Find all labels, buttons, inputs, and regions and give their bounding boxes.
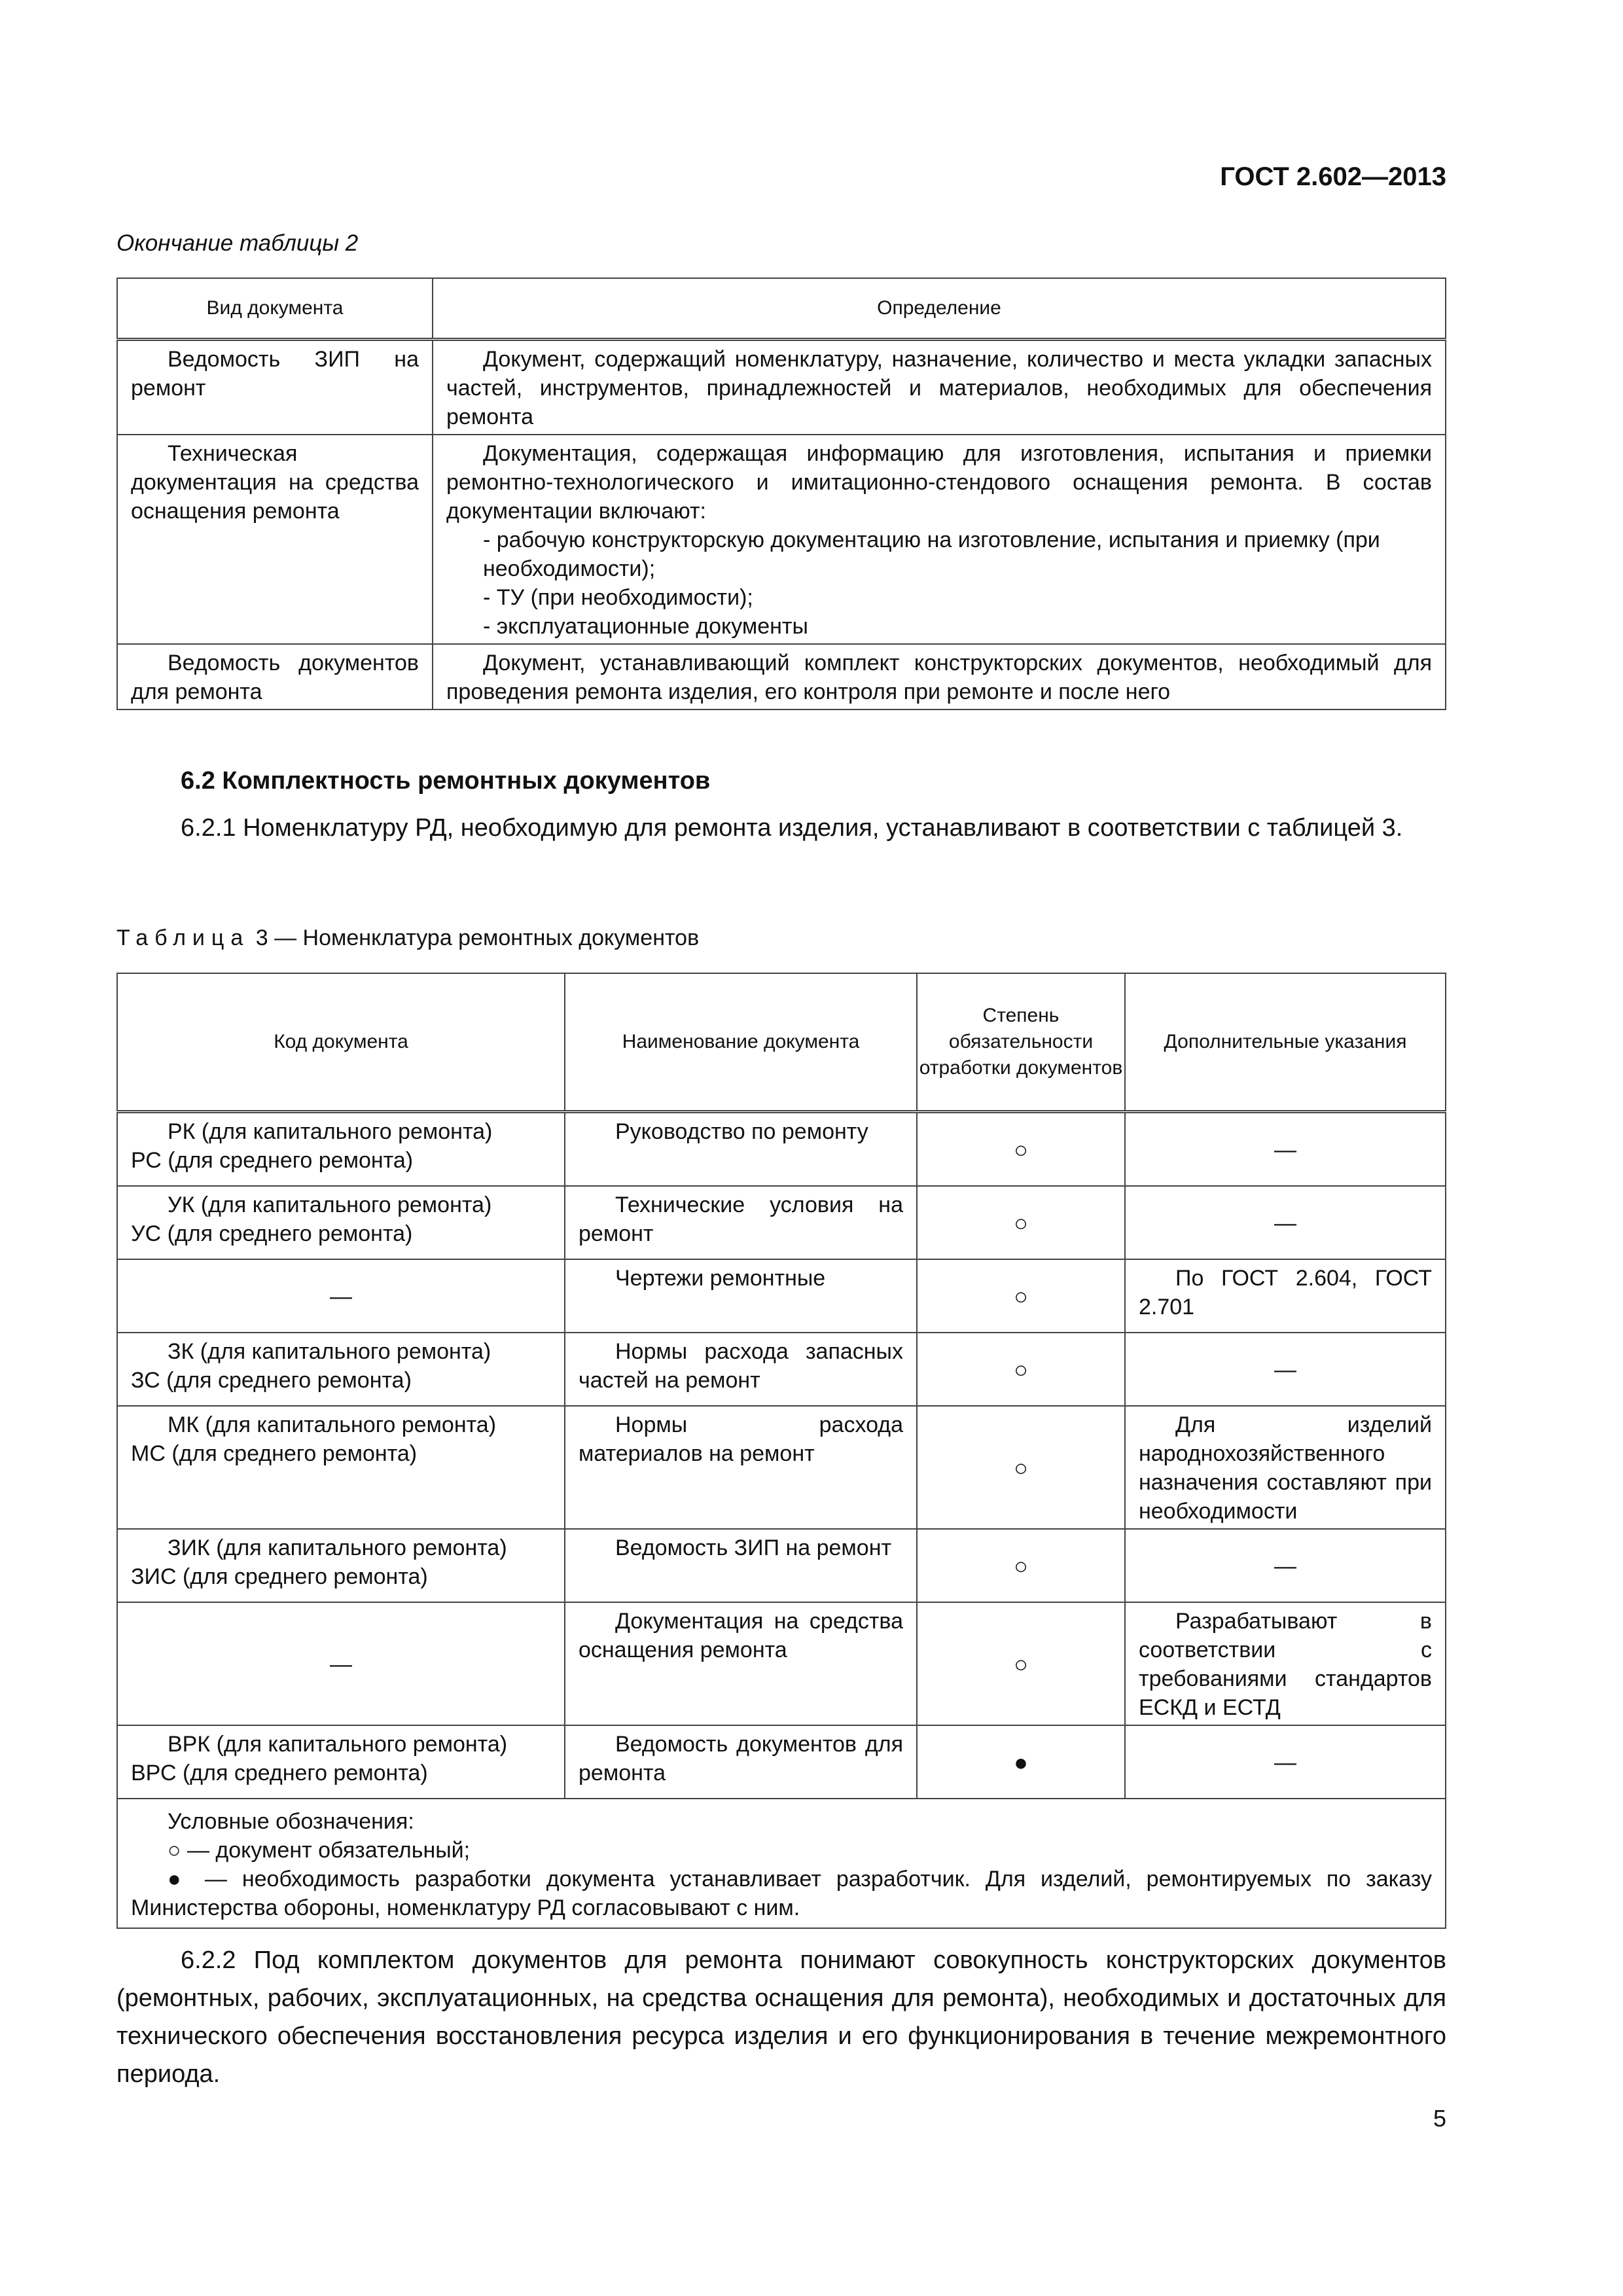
degree-cell: ○ <box>917 1186 1125 1259</box>
notes-cell: — <box>1125 1529 1446 1602</box>
doc-type-cell: Ведомость ЗИП на ремонт <box>117 340 433 435</box>
header-definition: Определение <box>433 278 1446 340</box>
table-row <box>117 435 1446 644</box>
table-row <box>117 1259 1446 1333</box>
table-row <box>117 644 1446 709</box>
table-row <box>117 340 1446 435</box>
header-degree: Степень обязательности отработки документов <box>917 973 1125 1112</box>
name-cell: Чертежи ремонтные <box>565 1259 917 1333</box>
definition-list-item: - эксплуатационные документы <box>483 614 808 639</box>
degree-cell: ○ <box>917 1112 1125 1187</box>
notes-cell: Для изделий народнохозяйственного назначения составляют при необходимости <box>1125 1406 1446 1529</box>
degree-cell: ○ <box>917 1333 1125 1406</box>
degree-cell: ○ <box>917 1529 1125 1602</box>
notes-cell: — <box>1125 1333 1446 1406</box>
degree-cell: ○ <box>917 1259 1125 1333</box>
name-cell: Нормы расхода материалов на ремонт <box>565 1406 917 1529</box>
table-2-end <box>116 278 1446 710</box>
table-row <box>117 1333 1446 1406</box>
header-notes: Дополнительные указания <box>1125 973 1446 1112</box>
degree-cell: ● <box>917 1725 1125 1799</box>
definition-cell <box>433 435 1446 644</box>
definition-list-item: - рабочую конструкторскую документацию на изготовление, испытания и приемку (при необходимости); <box>483 528 1380 581</box>
definition-cell: Документ, устанавливающий комплект конструкторских документов, необходимый для проведения ремонта изделия, его контроля при ремонте и после него <box>433 644 1446 709</box>
name-cell: Документация на средства оснащения ремонта <box>565 1602 917 1725</box>
doc-type-cell: Ведомость документов для ремонта <box>117 644 433 709</box>
header-doc-type: Вид документа <box>117 278 433 340</box>
table-row <box>117 1725 1446 1799</box>
legend-title: Условные обозначения: <box>168 1809 414 1834</box>
table-row <box>117 1406 1446 1529</box>
table3-caption <box>116 925 699 951</box>
table-header-row <box>117 278 1446 340</box>
table-header-row <box>117 973 1446 1112</box>
definition-text: Документация, содержащая информацию для изготовления, испытания и приемки ремонтно-технологического и имитационно-стендового оснащения ремонта. В состав документации включают: <box>446 441 1432 524</box>
doc-type-cell: Техническая документация на средства оснащения ремонта <box>117 435 433 644</box>
name-cell: Нормы расхода запасных частей на ремонт <box>565 1333 917 1406</box>
name-cell: Руководство по ремонту <box>565 1112 917 1187</box>
degree-cell: ○ <box>917 1602 1125 1725</box>
code-cell: ВРК (для капитального ремонта) ВРС (для среднего ремонта) <box>117 1725 565 1799</box>
table3-caption-text: 3 — Номенклатура ремонтных документов <box>249 925 700 950</box>
legend-open-circle: ○ — документ обязательный; <box>168 1838 471 1863</box>
table2-continuation-caption: Окончание таблицы 2 <box>116 230 359 256</box>
code-cell: ЗИК (для капитального ремонта) ЗИС (для среднего ремонта) <box>117 1529 565 1602</box>
paragraph-6-2-1: 6.2.1 Номенклатуру РД, необходимую для ремонта изделия, устанавливают в соответствии с таблицей 3. <box>181 814 1403 842</box>
header-code: Код документа <box>117 973 565 1112</box>
table-row <box>117 1112 1446 1187</box>
name-cell: Ведомость ЗИП на ремонт <box>565 1529 917 1602</box>
code-cell: РК (для капитального ремонта) РС (для среднего ремонта) <box>117 1112 565 1187</box>
name-cell: Ведомость документов для ремонта <box>565 1725 917 1799</box>
page-number: 5 <box>1433 2105 1446 2132</box>
code-cell: МК (для капитального ремонта) МС (для среднего ремонта) <box>117 1406 565 1529</box>
notes-cell: — <box>1125 1725 1446 1799</box>
table-row <box>117 1186 1446 1259</box>
definition-cell: Документ, содержащий номенклатуру, назначение, количество и места укладки запасных частей, инструментов, принадлежностей и материалов, необходимых для обеспечения ремонта <box>433 340 1446 435</box>
notes-cell: Разрабатывают в соответствии с требованиями стандартов ЕСКД и ЕСТД <box>1125 1602 1446 1725</box>
section-title: 6.2 Комплектность ремонтных документов <box>181 767 711 795</box>
notes-cell: — <box>1125 1112 1446 1187</box>
table-3-body <box>117 1112 1446 1799</box>
notes-cell: — <box>1125 1186 1446 1259</box>
legend-filled-circle: ● — необходимость разработки документа устанавливает разработчик. Для изделий, ремонтируемых по заказу Министерства обороны, номенклатуру РД согласовывают с ним. <box>131 1867 1432 1920</box>
paragraph-6-2-2: 6.2.2 Под комплектом документов для ремонта понимают совокупность конструкторских документов (ремонтных, рабочих, эксплуатационных, на средства оснащения для ремонта), необходимых и достаточных для технического обеспечения восстановления ресурса изделия и его функционирования в течение межремонтного периода. <box>116 1946 1446 2088</box>
degree-cell: ○ <box>917 1406 1125 1529</box>
code-cell: — <box>117 1259 565 1333</box>
table-3 <box>116 973 1446 1929</box>
definition-list-item: - ТУ (при необходимости); <box>483 585 753 610</box>
code-cell: УК (для капитального ремонта) УС (для среднего ремонта) <box>117 1186 565 1259</box>
header-name: Наименование документа <box>565 973 917 1112</box>
table-row <box>117 1602 1446 1725</box>
name-cell: Технические условия на ремонт <box>565 1186 917 1259</box>
legend-cell <box>117 1799 1446 1928</box>
table3-caption-prefix: Таблица <box>116 925 250 950</box>
legend-row <box>117 1799 1446 1928</box>
code-cell: — <box>117 1602 565 1725</box>
notes-cell: По ГОСТ 2.604, ГОСТ 2.701 <box>1125 1259 1446 1333</box>
code-cell: ЗК (для капитального ремонта) ЗС (для среднего ремонта) <box>117 1333 565 1406</box>
document-code: ГОСТ 2.602—2013 <box>1220 162 1446 191</box>
table-row <box>117 1529 1446 1602</box>
